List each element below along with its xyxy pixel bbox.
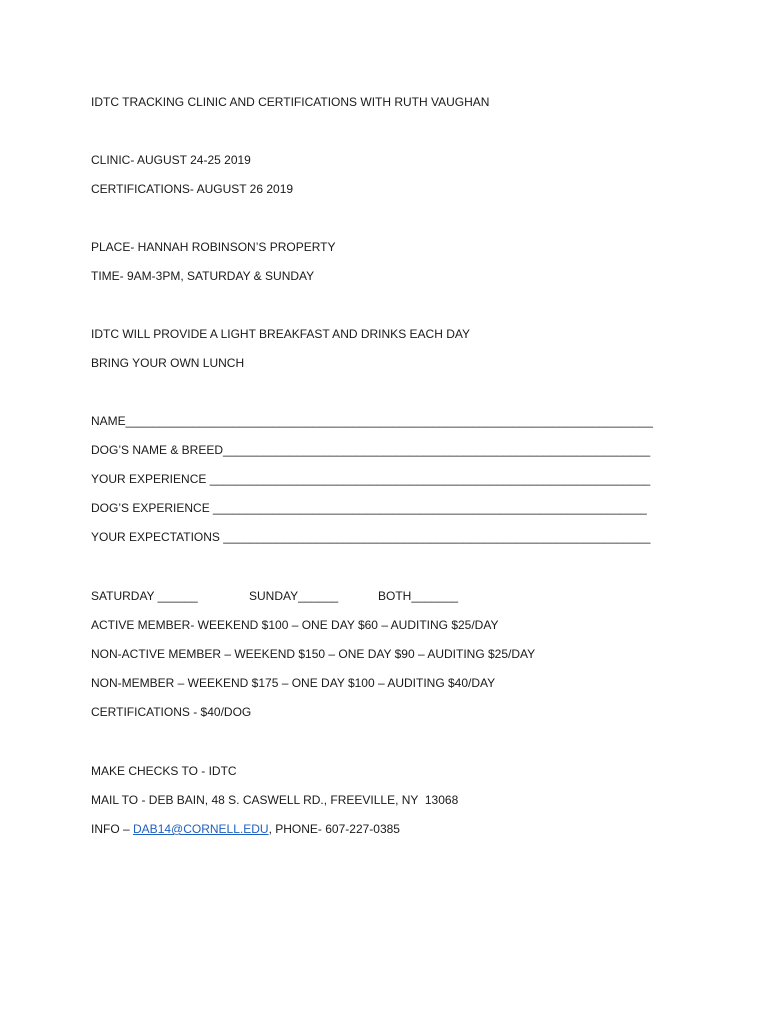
info-prefix: INFO – [91, 822, 134, 836]
lunch-text: BRING YOUR OWN LUNCH [91, 356, 245, 370]
time-text: TIME- 9AM-3PM, SATURDAY & SUNDAY [91, 269, 315, 283]
email-link[interactable]: DAB14@CORNELL.EDU [133, 822, 269, 836]
certifications-pricing: CERTIFICATIONS - $40/DOG [91, 705, 252, 719]
active-member-pricing: ACTIVE MEMBER- WEEKEND $100 – ONE DAY $60 – AUDITING $25/DAY [91, 618, 499, 632]
non-active-member-pricing: NON-ACTIVE MEMBER – WEEKEND $150 – ONE DAY $90 – AUDITING $25/DAY [91, 647, 536, 661]
saturday-field: SATURDAY ______ [91, 589, 198, 603]
document-title: IDTC TRACKING CLINIC AND CERTIFICATIONS WITH RUTH VAUGHAN [91, 95, 490, 109]
breakfast-text: IDTC WILL PROVIDE A LIGHT BREAKFAST AND DRINKS EACH DAY [91, 327, 470, 341]
dog-name-breed-field: DOG’S NAME & BREED________________________________________________________________ [91, 443, 651, 457]
clinic-dates: CLINIC- AUGUST 24-25 2019 [91, 153, 251, 167]
name-field: NAME_______________________________________________________________________________ [91, 414, 653, 428]
both-field: BOTH_______ [378, 589, 459, 603]
make-checks-text: MAKE CHECKS TO - IDTC [91, 764, 237, 778]
place-text: PLACE- HANNAH ROBINSON’S PROPERTY [91, 240, 336, 254]
non-member-pricing: NON-MEMBER – WEEKEND $175 – ONE DAY $100 – AUDITING $40/DAY [91, 676, 496, 690]
your-experience-field: YOUR EXPERIENCE __________________________________________________________________ [91, 472, 651, 486]
dog-experience-field: DOG’S EXPERIENCE _________________________________________________________________ [91, 501, 647, 515]
info-line [91, 822, 400, 836]
info-phone: , PHONE- 607-227-0385 [268, 822, 400, 836]
certification-dates: CERTIFICATIONS- AUGUST 26 2019 [91, 182, 294, 196]
mail-to-text: MAIL TO - DEB BAIN, 48 S. CASWELL RD., FREEVILLE, NY 13068 [91, 793, 459, 807]
your-expectations-field: YOUR EXPECTATIONS ________________________________________________________________ [91, 530, 651, 544]
sunday-field: SUNDAY______ [249, 589, 339, 603]
